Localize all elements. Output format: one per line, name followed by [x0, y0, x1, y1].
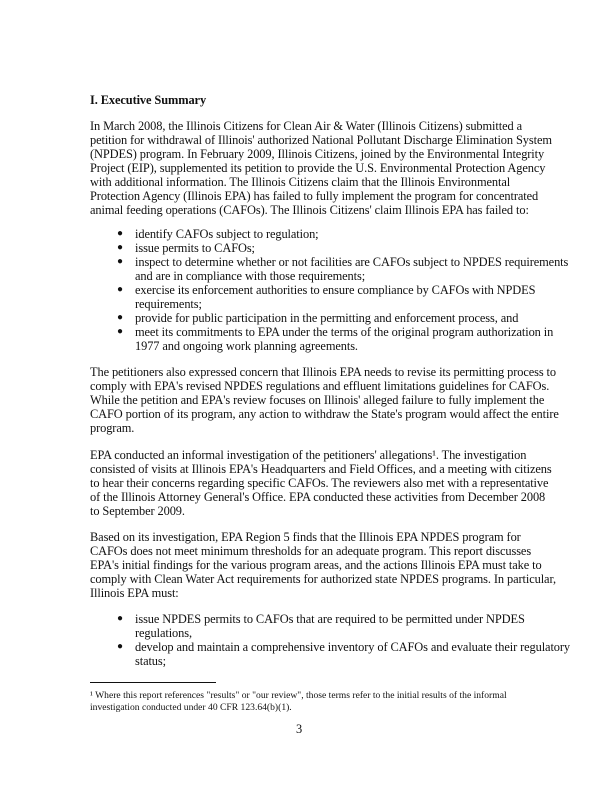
- paragraph-line: Based on its investigation, EPA Region 5 finds that the Illinois EPA NPDES program for: [90, 530, 521, 544]
- paragraph-line: CAFOs does not meet minimum thresholds for an adequate program. This report discusses: [90, 544, 532, 558]
- bullet-text: identify CAFOs subject to regulation;: [135, 227, 319, 241]
- bullet-icon: ●: [117, 326, 124, 337]
- bullet-icon: ●: [117, 228, 124, 239]
- paragraph-line: program.: [90, 421, 135, 435]
- bullet-icon: ●: [117, 242, 124, 253]
- bullet-text: issue permits to CAFOs;: [135, 241, 255, 255]
- paragraph-line: In March 2008, the Illinois Citizens for Clean Air & Water (Illinois Citizens) submitted a: [90, 119, 522, 133]
- paragraph-line: of the Illinois Attorney General's Office. EPA conducted these activities from December 2008: [90, 490, 546, 504]
- paragraph-line: petition for withdrawal of Illinois' authorized National Pollutant Discharge Elimination System: [90, 133, 552, 147]
- footnote-line: ¹ Where this report references "results" or "our review", those terms refer to the initial results of the informal: [90, 690, 507, 701]
- paragraph-line: EPA's initial findings for the various program areas, and the actions Illinois EPA must take to: [90, 558, 542, 572]
- bullet-text: provide for public participation in the permitting and enforcement process, and: [135, 311, 519, 325]
- footnote-line: investigation conducted under 40 CFR 123.64(b)(1).: [90, 702, 292, 713]
- bullet-icon: ●: [117, 256, 124, 267]
- bullet-text: issue NPDES permits to CAFOs that are required to be permitted under NPDES: [135, 612, 525, 626]
- bullet-icon: ●: [117, 284, 124, 295]
- paragraph-line: Protection Agency (Illinois EPA) has failed to fully implement the program for concentrated: [90, 189, 539, 203]
- paragraph-line: CAFO portion of its program, any action to withdraw the State's program would affect the entire: [90, 407, 559, 421]
- paragraph-line: While the petition and EPA's review focuses on Illinois' alleged failure to fully implement the: [90, 393, 545, 407]
- paragraph-line: The petitioners also expressed concern that Illinois EPA needs to revise its permitting process to: [90, 365, 556, 379]
- bullet-text: and are in compliance with those requirements;: [135, 269, 366, 283]
- paragraph-line: Illinois EPA must:: [90, 586, 179, 600]
- bullet-icon: ●: [117, 641, 124, 652]
- footnote-divider: [90, 682, 216, 683]
- paragraph-line: (NPDES) program. In February 2009, Illinois Citizens, joined by the Environmental Integrity: [90, 147, 545, 161]
- section-heading: I. Executive Summary: [90, 93, 207, 107]
- paragraph-line: comply with Clean Water Act requirements for authorized state NPDES programs. In particular,: [90, 572, 556, 586]
- paragraph-line: comply with EPA's revised NPDES regulations and effluent limitations guidelines for CAFOs.: [90, 379, 550, 393]
- page-number: 3: [296, 722, 303, 736]
- bullet-text: requirements;: [135, 297, 202, 311]
- paragraph-line: EPA conducted an informal investigation of the petitioners' allegations¹. The investigation: [90, 448, 527, 462]
- paragraph-line: animal feeding operations (CAFOs). The Illinois Citizens' claim Illinois EPA has failed to:: [90, 203, 529, 217]
- paragraph-line: to September 2009.: [90, 504, 185, 518]
- bullet-text: inspect to determine whether or not facilities are CAFOs subject to NPDES requirements: [135, 255, 569, 269]
- bullet-icon: ●: [117, 613, 124, 624]
- bullet-text: status;: [135, 654, 166, 668]
- bullet-icon: ●: [117, 312, 124, 323]
- paragraph-line: Project (EIP), supplemented its petition to provide the U.S. Environmental Protection Agency: [90, 161, 546, 175]
- paragraph-line: consisted of visits at Illinois EPA's Headquarters and Field Offices, and a meeting with citizens: [90, 462, 552, 476]
- paragraph-line: to hear their concerns regarding specific CAFOs. The reviewers also met with a representative: [90, 476, 549, 490]
- bullet-text: develop and maintain a comprehensive inventory of CAFOs and evaluate their regulatory: [135, 640, 571, 654]
- bullet-text: meet its commitments to EPA under the terms of the original program authorization in: [135, 325, 554, 339]
- paragraph-line: with additional information. The Illinois Citizens claim that the Illinois Environmental: [90, 175, 511, 189]
- bullet-text: 1977 and ongoing work planning agreements.: [135, 339, 358, 353]
- bullet-text: exercise its enforcement authorities to ensure compliance by CAFOs with NPDES: [135, 283, 536, 297]
- bullet-text: regulations,: [135, 626, 192, 640]
